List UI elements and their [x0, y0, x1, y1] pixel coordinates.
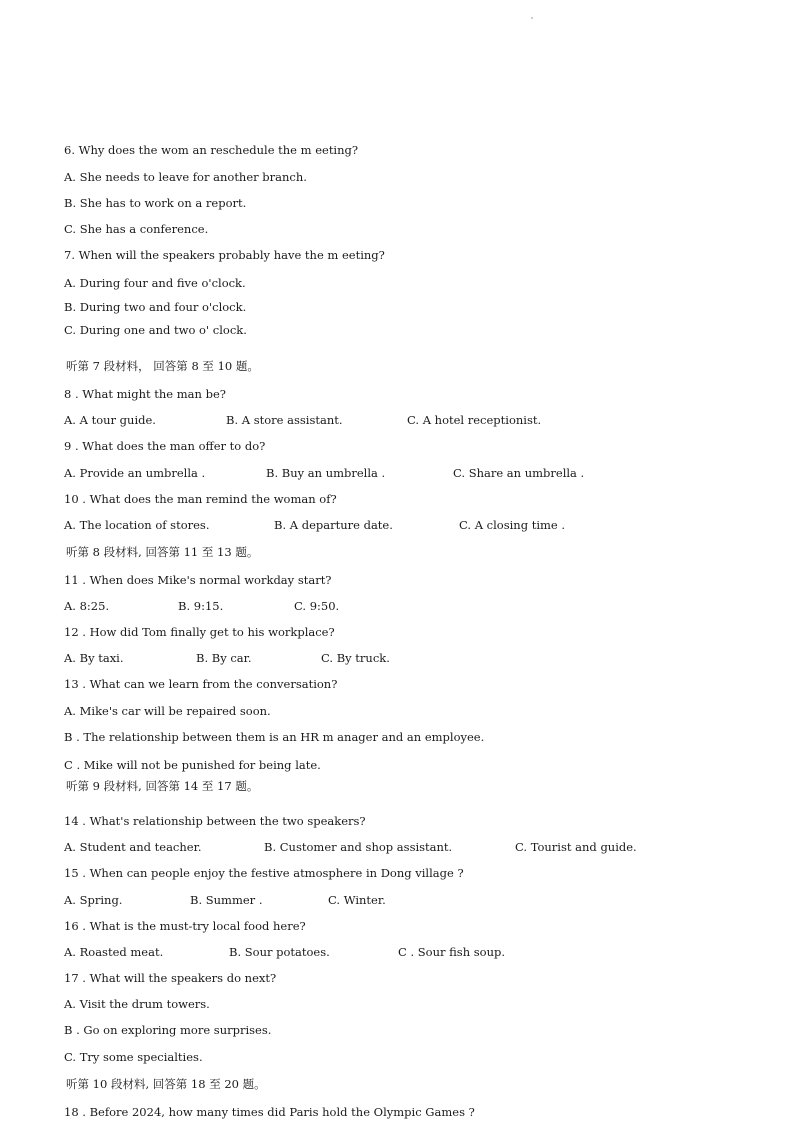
option-6c: C. She has a conference. [64, 222, 209, 236]
section-9-heading: 听第 9 段材料, 回答第 14 至 17 题。 [66, 779, 259, 793]
option-15a: A. Spring. [64, 893, 123, 907]
option-11b: B. 9:15. [178, 599, 224, 613]
option-13b: B . The relationship between them is an HR m anager and an employee. [64, 730, 485, 744]
option-10b: B. A departure date. [274, 518, 393, 532]
option-7a: A. During four and five o'clock. [64, 276, 246, 290]
option-9b: B. Buy an umbrella . [266, 466, 386, 480]
section-7-heading: 听第 7 段材料， 回答第 8 至 10 题。 [66, 359, 259, 373]
option-16c: C . Sour fish soup. [398, 945, 506, 959]
question-6: 6. Why does the wom an reschedule the m eeting? [64, 143, 359, 157]
option-7b: B. During two and four o'clock. [64, 300, 247, 314]
option-14c: C. Tourist and guide. [515, 840, 637, 854]
option-14a: A. Student and teacher. [64, 840, 202, 854]
option-10a: A. The location of stores. [64, 518, 210, 532]
option-15b: B. Summer . [190, 893, 263, 907]
question-17: 17 . What will the speakers do next? [64, 971, 277, 985]
option-17a: A. Visit the drum towers. [64, 997, 210, 1011]
question-15: 15 . When can people enjoy the festive atmosphere in Dong village ? [64, 866, 464, 880]
option-6b: B. She has to work on a report. [64, 196, 247, 210]
question-7: 7. When will the speakers probably have the m eeting? [64, 248, 385, 262]
question-10: 10 . What does the man remind the woman of? [64, 492, 337, 506]
question-14: 14 . What's relationship between the two speakers? [64, 814, 366, 828]
option-9c: C. Share an umbrella . [453, 466, 585, 480]
option-17c: C. Try some specialties. [64, 1050, 203, 1064]
option-16a: A. Roasted meat. [64, 945, 164, 959]
page-mark [531, 17, 533, 19]
option-7c: C. During one and two o' clock. [64, 323, 247, 337]
option-8b: B. A store assistant. [226, 413, 343, 427]
option-12c: C. By truck. [321, 651, 390, 665]
option-10c: C. A closing time . [459, 518, 566, 532]
option-11c: C. 9:50. [294, 599, 340, 613]
option-14b: B. Customer and shop assistant. [264, 840, 453, 854]
option-6a: A. She needs to leave for another branch. [64, 170, 307, 184]
question-12: 12 . How did Tom finally get to his workplace? [64, 625, 335, 639]
question-11: 11 . When does Mike's normal workday start? [64, 573, 332, 587]
option-8c: C. A hotel receptionist. [407, 413, 542, 427]
option-12b: B. By car. [196, 651, 252, 665]
question-8: 8 . What might the man be? [64, 387, 226, 401]
option-8a: A. A tour guide. [64, 413, 156, 427]
option-11a: A. 8:25. [64, 599, 110, 613]
option-13a: A. Mike's car will be repaired soon. [64, 704, 271, 718]
section-8-heading: 听第 8 段材料, 回答第 11 至 13 题。 [66, 545, 259, 559]
option-17b: B . Go on exploring more surprises. [64, 1023, 272, 1037]
option-16b: B. Sour potatoes. [229, 945, 330, 959]
question-16: 16 . What is the must-try local food here? [64, 919, 306, 933]
option-15c: C. Winter. [328, 893, 386, 907]
option-12a: A. By taxi. [64, 651, 124, 665]
question-18: 18 . Before 2024, how many times did Paris hold the Olympic Games ? [64, 1105, 475, 1119]
option-9a: A. Provide an umbrella . [64, 466, 206, 480]
section-10-heading: 听第 10 段材料, 回答第 18 至 20 题。 [66, 1077, 266, 1091]
option-13c: C . Mike will not be punished for being late. [64, 758, 321, 772]
question-9: 9 . What does the man offer to do? [64, 439, 266, 453]
question-13: 13 . What can we learn from the conversation? [64, 677, 338, 691]
